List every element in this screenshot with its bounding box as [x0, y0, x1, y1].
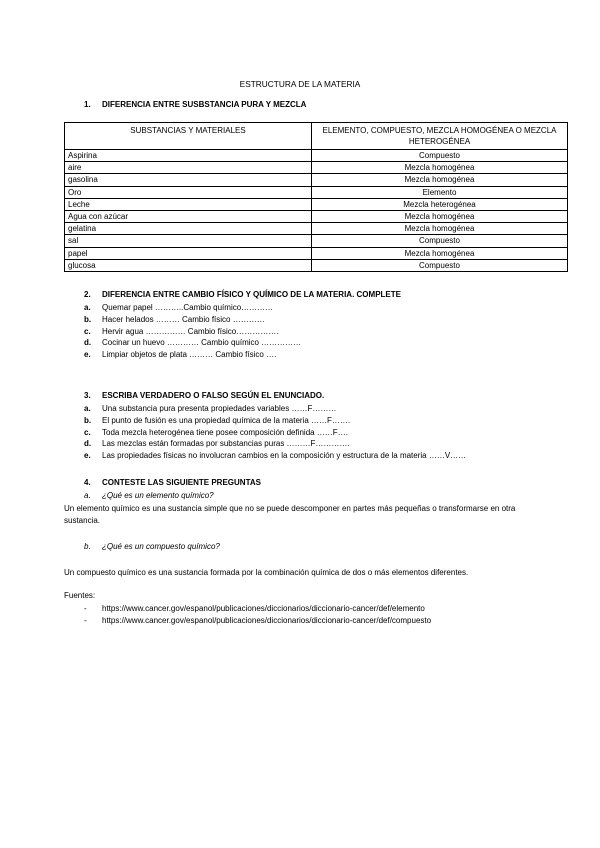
- list-text: El punto de fusión es una propiedad química de la materia ……F…….: [102, 415, 351, 425]
- list-item: [84, 337, 301, 349]
- list-letter: b.: [84, 314, 92, 324]
- question-text: ¿Qué es un elemento químico?: [102, 491, 214, 500]
- list-letter: e.: [84, 350, 91, 360]
- question-letter: a.: [84, 491, 91, 500]
- table-header-substances: SUBSTANCIAS Y MATERIALES: [65, 123, 312, 150]
- classification-cell: Mezcla heterogénea: [312, 198, 568, 210]
- list-item: [84, 314, 301, 326]
- table-row: [65, 174, 568, 186]
- list-letter: d.: [84, 439, 92, 449]
- substance-cell: glucosa: [65, 259, 312, 271]
- table-row: [65, 247, 568, 259]
- table-row: [65, 211, 568, 223]
- section-2-title: DIFERENCIA ENTRE CAMBIO FÍSICO Y QUÍMICO DE LA MATERIA. COMPLETE: [102, 290, 401, 299]
- list-text: Cocinar un huevo ………… Cambio químico ……………: [102, 338, 302, 348]
- classification-cell: Compuesto: [312, 235, 568, 247]
- true-false-list: [84, 403, 466, 462]
- table-row: [65, 259, 568, 271]
- answer-b: Un compuesto químico es una sustancia formada por la combinación química de dos o más elementos diferentes.: [64, 568, 469, 577]
- substances-table: [64, 122, 568, 272]
- page-title: ESTRUCTURA DE LA MATERIA: [239, 79, 361, 89]
- table-header-classification: ELEMENTO, COMPUESTO, MEZCLA HOMOGÉNEA O MEZCLA HETEROGÉNEA: [312, 123, 568, 150]
- list-item: [84, 326, 301, 338]
- list-item: [84, 415, 466, 427]
- list-text: Las mezclas están formadas por substancias puras ………F………….: [102, 439, 350, 449]
- table-row: [65, 162, 568, 174]
- classification-cell: Compuesto: [312, 259, 568, 271]
- list-item: [84, 438, 466, 450]
- list-letter: c.: [84, 427, 91, 437]
- question-b: [84, 541, 220, 553]
- classification-cell: Compuesto: [312, 150, 568, 162]
- table-row: [65, 235, 568, 247]
- substance-cell: papel: [65, 247, 312, 259]
- list-letter: a.: [84, 404, 91, 413]
- section-4-number: 4.: [84, 478, 91, 487]
- sources-list: [84, 603, 431, 627]
- substance-cell: gasolina: [65, 174, 312, 186]
- list-text: Una substancia pura presenta propiedades variables ……F………: [102, 404, 337, 413]
- substance-cell: Leche: [65, 198, 312, 210]
- question-a: [84, 490, 214, 502]
- substance-cell: gelatina: [65, 223, 312, 235]
- classification-cell: Mezcla homogénea: [312, 223, 568, 235]
- list-letter: c.: [84, 326, 91, 336]
- source-link[interactable]: https://www.cancer.gov/espanol/publicaciones/diccionarios/diccionario-cancer/def/compuesto: [102, 616, 432, 625]
- list-item: [84, 403, 466, 415]
- section-2-number: 2.: [84, 290, 91, 299]
- substance-cell: Aspirina: [65, 150, 312, 162]
- physical-chemical-list: [84, 302, 301, 361]
- source-link[interactable]: https://www.cancer.gov/espanol/publicaciones/diccionarios/diccionario-cancer/def/elemento: [102, 604, 425, 613]
- list-letter: b.: [84, 415, 92, 425]
- list-text: Hervir agua …………… Cambio físico…………….: [102, 326, 279, 336]
- table-header-row: [65, 123, 568, 150]
- table-row: [65, 186, 568, 198]
- source-item: [84, 615, 431, 627]
- section-1-number: 1.: [84, 100, 91, 109]
- list-text: Hacer helados ……… Cambio físico …………: [102, 314, 265, 324]
- source-item: [84, 603, 431, 615]
- list-text: Limpiar objetos de plata ……… Cambio físico ….: [102, 350, 277, 360]
- list-item: [84, 302, 301, 314]
- list-item: [84, 349, 301, 361]
- list-letter: e.: [84, 451, 91, 461]
- section-4-title: CONTESTE LAS SIGUIENTE PREGUNTAS: [102, 478, 261, 487]
- section-3-title: ESCRIBA VERDADERO O FALSO SEGÚN EL ENUNCIADO.: [102, 391, 325, 400]
- table-row: [65, 150, 568, 162]
- list-item: [84, 450, 466, 462]
- substance-cell: Agua con azúcar: [65, 211, 312, 223]
- section-1-title: DIFERENCIA ENTRE SUSBSTANCIA PURA Y MEZCLA: [102, 100, 307, 109]
- section-4-heading: [84, 478, 261, 487]
- classification-cell: Mezcla homogénea: [312, 211, 568, 223]
- answer-a: Un elemento químico es una sustancia simple que no se puede descomponer en partes más pequeñas o transformarse en otra sustancia.: [64, 504, 516, 525]
- section-1-heading: [84, 100, 306, 109]
- list-dash: -: [84, 604, 87, 613]
- classification-cell: Mezcla homogénea: [312, 247, 568, 259]
- list-text: Toda mezcla heterogénea tiene posee composición definida ……F….: [102, 427, 348, 437]
- table-row: [65, 223, 568, 235]
- list-dash: -: [84, 616, 87, 625]
- list-item: [84, 427, 466, 439]
- substance-cell: aire: [65, 162, 312, 174]
- list-letter: a.: [84, 303, 91, 312]
- question-text: ¿Qué es un compuesto químico?: [102, 542, 220, 551]
- substance-cell: sal: [65, 235, 312, 247]
- classification-cell: Elemento: [312, 186, 568, 198]
- list-text: Quemar papel ………..Cambio químico…………: [102, 303, 274, 312]
- section-3-number: 3.: [84, 391, 91, 400]
- classification-cell: Mezcla homogénea: [312, 162, 568, 174]
- classification-cell: Mezcla homogénea: [312, 174, 568, 186]
- sources-heading: Fuentes:: [64, 591, 96, 600]
- substance-cell: Oro: [65, 186, 312, 198]
- question-letter: b.: [84, 542, 91, 551]
- section-2-heading: [84, 290, 401, 299]
- list-text: Las propiedades físicas no involucran cambios en la composición y estructura de la materia ……V……: [102, 451, 467, 461]
- table-row: [65, 198, 568, 210]
- list-letter: d.: [84, 338, 92, 348]
- section-3-heading: [84, 391, 324, 400]
